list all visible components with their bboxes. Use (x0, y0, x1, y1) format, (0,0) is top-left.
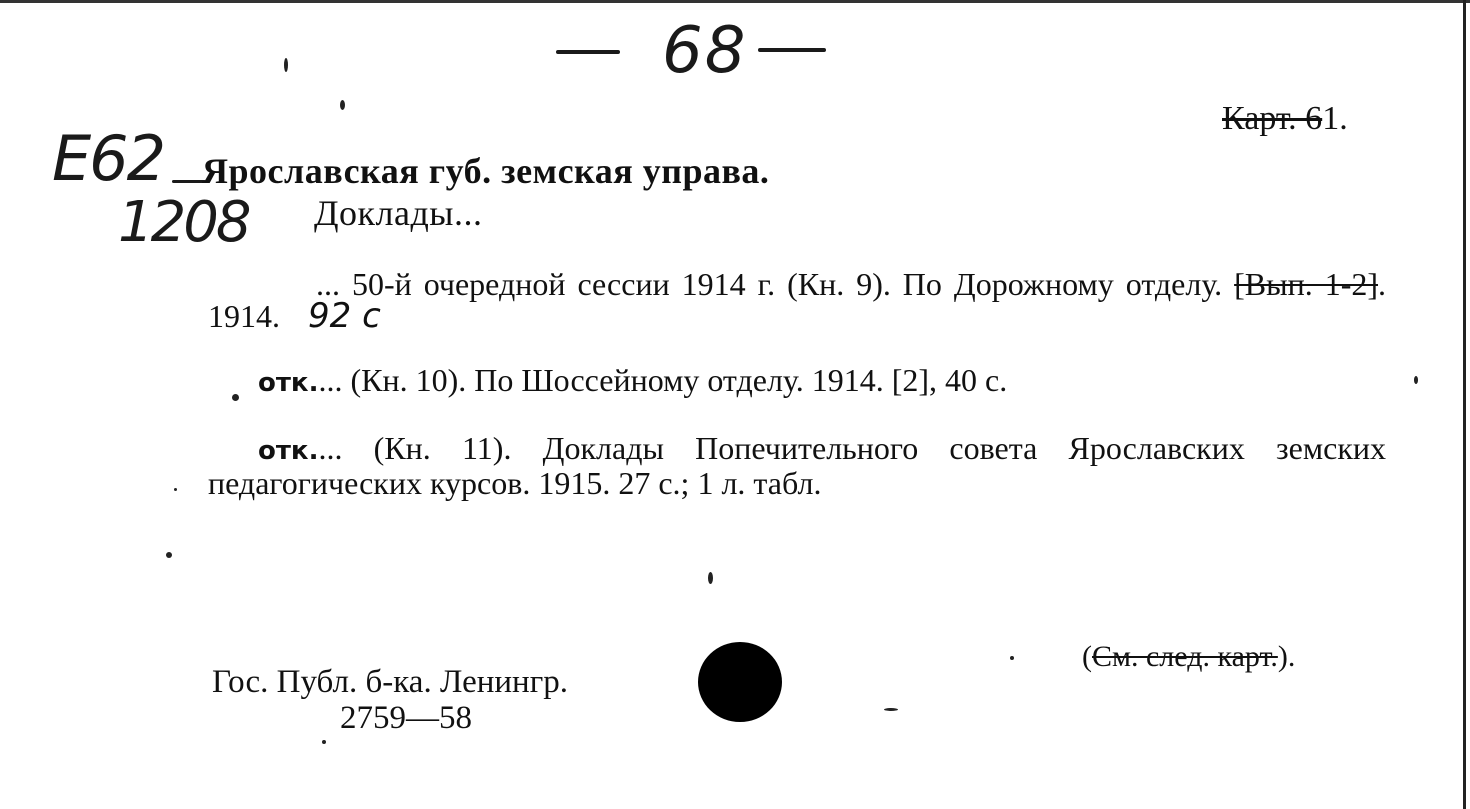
scan-speck (166, 552, 172, 558)
shelfmark: E62 (52, 122, 165, 195)
library-imprint (212, 664, 568, 736)
card-number-struck: Карт. 6 (1222, 100, 1323, 137)
entry-3-ditto-mark: отк. (258, 436, 319, 466)
entry-1-handwritten-pages: 92 с (308, 296, 381, 336)
author-heading: Ярославская губ. земская управа. (202, 151, 770, 191)
card-top-edge (0, 0, 1470, 3)
entry-3 (208, 432, 1386, 499)
scan-speck (340, 100, 345, 110)
entry-2 (208, 364, 1386, 399)
scan-speck (1414, 376, 1418, 384)
card-number-tail: 1. (1322, 100, 1348, 137)
entry-2-ditto-mark: отк. (258, 368, 319, 398)
entry-2-text: ... (Кн. 10). По Шоссейному отделу. 1914. [2], 40 с. (318, 362, 1008, 398)
scan-speck (284, 58, 288, 72)
scan-speck (884, 708, 898, 711)
scan-speck (232, 394, 239, 401)
title-heading: Доклады... (314, 193, 483, 233)
page-number: 68 (662, 14, 748, 88)
scan-speck (708, 572, 713, 584)
punch-hole (698, 642, 782, 722)
page-number-dash-left (556, 50, 620, 54)
library-code: 2759—58 (340, 700, 472, 736)
entry-3-text: ... (Кн. 11). Доклады Попечительного совета Ярославских земских педагогических курсов. 1915. 27 с.; 1 л. табл. (208, 430, 1386, 501)
see-next-close: ). (1277, 640, 1296, 673)
entry-1-year: . 1914. (208, 266, 1387, 334)
scan-speck (174, 488, 177, 491)
call-number: 1208 (118, 190, 249, 255)
see-next-struck: См. след. карт. (1092, 640, 1278, 673)
scan-speck (322, 740, 326, 744)
shelfmark-underline (172, 180, 206, 183)
page-number-dash-right (758, 48, 826, 52)
entry-1-struck: [Вып. 1-2] (1234, 266, 1379, 302)
card-right-edge (1463, 0, 1466, 809)
scan-speck (1010, 656, 1014, 660)
library-name: Гос. Публ. б-ка. Ленингр. (212, 664, 569, 700)
card-number (1222, 100, 1348, 138)
entry-1-text: ... 50-й очередной сессии 1914 г. (Кн. 9). По Дорожному отделу. (316, 266, 1223, 302)
entry-1 (208, 266, 1387, 336)
see-next-card-note (1082, 640, 1295, 674)
see-next-open: ( (1082, 640, 1092, 673)
